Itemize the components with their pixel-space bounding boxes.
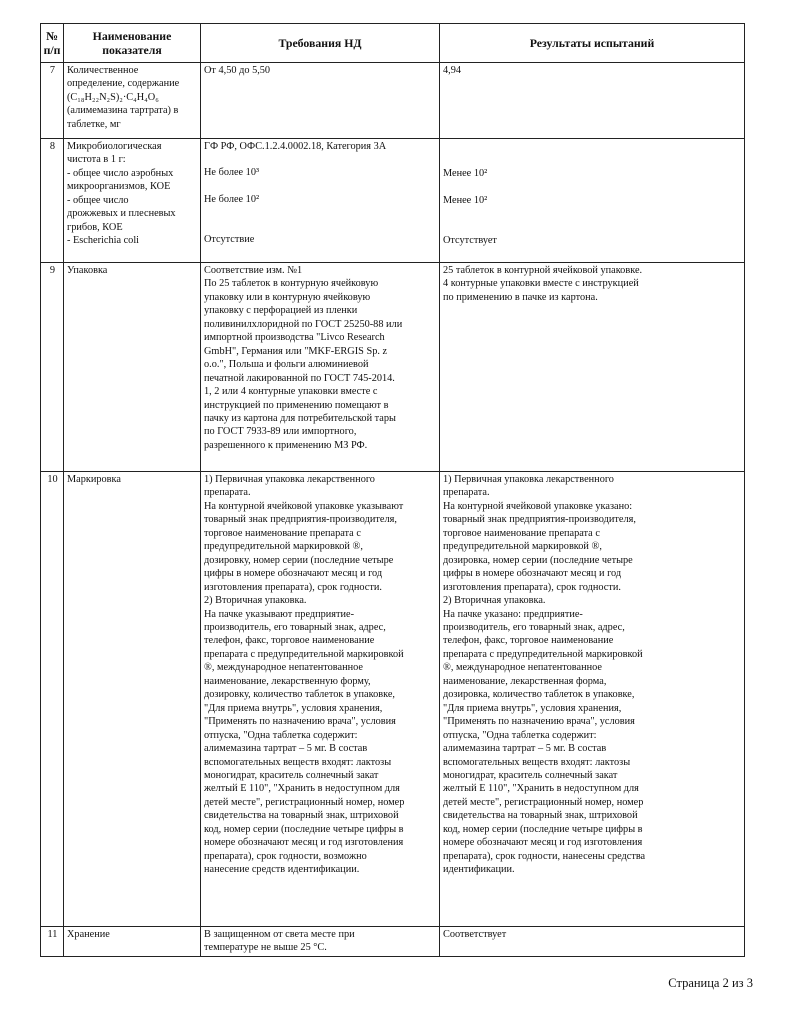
- micro-item-name: - общее число дрожжевых и плесневых грибов, КОЕ: [67, 194, 176, 233]
- table-row: [41, 927, 745, 957]
- row-result: 1) Первичная упаковка лекарственного препарата. На контурной ячейковой упаковке указано: товарный знак предприятия-производителя, торговое наименование препарата с предупредительной маркировкой ®, дозировка, номер серии (последние четыре цифры в номере обозначают месяц и год изготовления препарата), срок годности. 2) Вторичная упаковка. На пачке указано: предприятие- производитель, его товарный знак, адрес, телефон, факс, торговое наименование препарата с предупредительной маркировкой ®, международное непатентованное наименование, лекарственная форма, дозировка, количество таблеток в упаковке, "Для приема внутрь", условия хранения, "Применять по назначению врача", условия отпуска, "Одна таблетка содержит: алимемазина тартрат – 5 мг. В состав вспомогательных веществ входят: лактозы моногидрат, краситель солнечный закат желтый Е 110", "Хранить в недоступном для детей месте", регистрационный номер, номер свидетельства на товарный знак, штриховой код, номер серии (последние четыре цифры в номере обозначают месяц и год изготовления препарата), срок годности, нанесены средства идентификации.: [440, 472, 745, 927]
- header-row: [41, 24, 745, 63]
- header-requirements: Требования НД: [201, 24, 440, 63]
- row-num: 7: [41, 63, 64, 139]
- row-name: Количественное определение, содержание (C₁₈H₂₂N₂S)₂·C₄H₄O₆ (алимемазина тартрата) в таблетке, мг: [64, 63, 201, 139]
- micro-item-name: - общее число аэробных микроорганизмов, КОЕ: [67, 167, 174, 193]
- row-name: Упаковка: [64, 263, 201, 472]
- row-num: 9: [41, 263, 64, 472]
- specification-table: [40, 23, 745, 957]
- row-requirement: От 4,50 до 5,50: [201, 63, 440, 139]
- row-result: [440, 139, 745, 263]
- header-name: Наименование показателя: [64, 24, 201, 63]
- table-row: [41, 472, 745, 927]
- page-number: Страница 2 из 3: [668, 976, 753, 990]
- table-row: [41, 63, 745, 139]
- row-result: 25 таблеток в контурной ячейковой упаковке. 4 контурные упаковки вместе с инструкцией по применению в пачке из картона.: [440, 263, 745, 472]
- row-result: Соответствует: [440, 927, 745, 957]
- micro-item-name: - Escherichia coli: [67, 235, 140, 247]
- row-num: 8: [41, 139, 64, 263]
- micro-req-intro: ГФ РФ, ОФС.1.2.4.0002.18, Категория 3А: [204, 141, 387, 152]
- table-row: [41, 139, 745, 263]
- micro-item-req: Не более 10³: [204, 167, 260, 179]
- row-requirement: В защищенном от света месте при температуре не выше 25 °С.: [201, 927, 440, 957]
- row-num: 10: [41, 472, 64, 927]
- micro-item-res: Менее 10²: [443, 195, 488, 206]
- row-requirement: Соответствие изм. №1 По 25 таблеток в контурную ячейковую упаковку или в контурную ячейковую упаковку с перфорацией из пленки поливинилхлоридной по ГОСТ 25250-88 или импортной производства "Livco Research GmbH", Германия или "MKF-ERGIS Sp. z o.o.", Польша и фольги алюминиевой печатной лакированной по ГОСТ 745-2014. 1, 2 или 4 контурные упаковки вместе с инструкцией по применению помещают в пачку из картона для потребительской тары по ГОСТ 7933-89 или импортного, разрешенного к применению МЗ РФ.: [201, 263, 440, 472]
- row-num: 11: [41, 927, 64, 957]
- micro-item-req: Не более 10²: [204, 194, 260, 206]
- row-requirement: [201, 139, 440, 263]
- micro-item-res: Менее 10²: [443, 168, 488, 179]
- row-requirement: 1) Первичная упаковка лекарственного препарата. На контурной ячейковой упаковке указывают товарный знак предприятия-производителя, торговое наименование препарата с предупредительной маркировкой ®, дозировку, номер серии (последние четыре цифры в номере обозначают месяц и год изготовления препарата), срок годности. 2) Вторичная упаковка. На пачке указывают предприятие- производитель, его товарный знак, адрес, телефон, факс, торговое наименование препарата с предупредительной маркировкой ®, международное непатентованное наименование, лекарственную форму, дозировку, количество таблеток в упаковке, "Для приема внутрь", условия хранения, "Применять по назначению врача", условия отпуска, "Одна таблетка содержит: алимемазина тартрат – 5 мг. В состав вспомогательных веществ входят: лактозы моногидрат, краситель солнечный закат желтый Е 110", "Хранить в недоступном для детей месте", регистрационный номер, номер свидетельства на товарный знак, штриховой код, номер серии (последние четыре цифры в номере обозначают месяц и год изготовления препарата), срок годности, возможно нанесение средств идентификации.: [201, 472, 440, 927]
- table-row: [41, 263, 745, 472]
- header-results: Результаты испытаний: [440, 24, 745, 63]
- micro-intro: Микробиологическая чистота в 1 г:: [67, 141, 162, 166]
- micro-item-req: Отсутствие: [204, 234, 255, 246]
- row-name: Хранение: [64, 927, 201, 957]
- header-num: № п/п: [41, 24, 64, 63]
- micro-item-res: Отсутствует: [443, 235, 497, 246]
- row-name: [64, 139, 201, 263]
- row-name: Маркировка: [64, 472, 201, 927]
- row-result: 4,94: [440, 63, 745, 139]
